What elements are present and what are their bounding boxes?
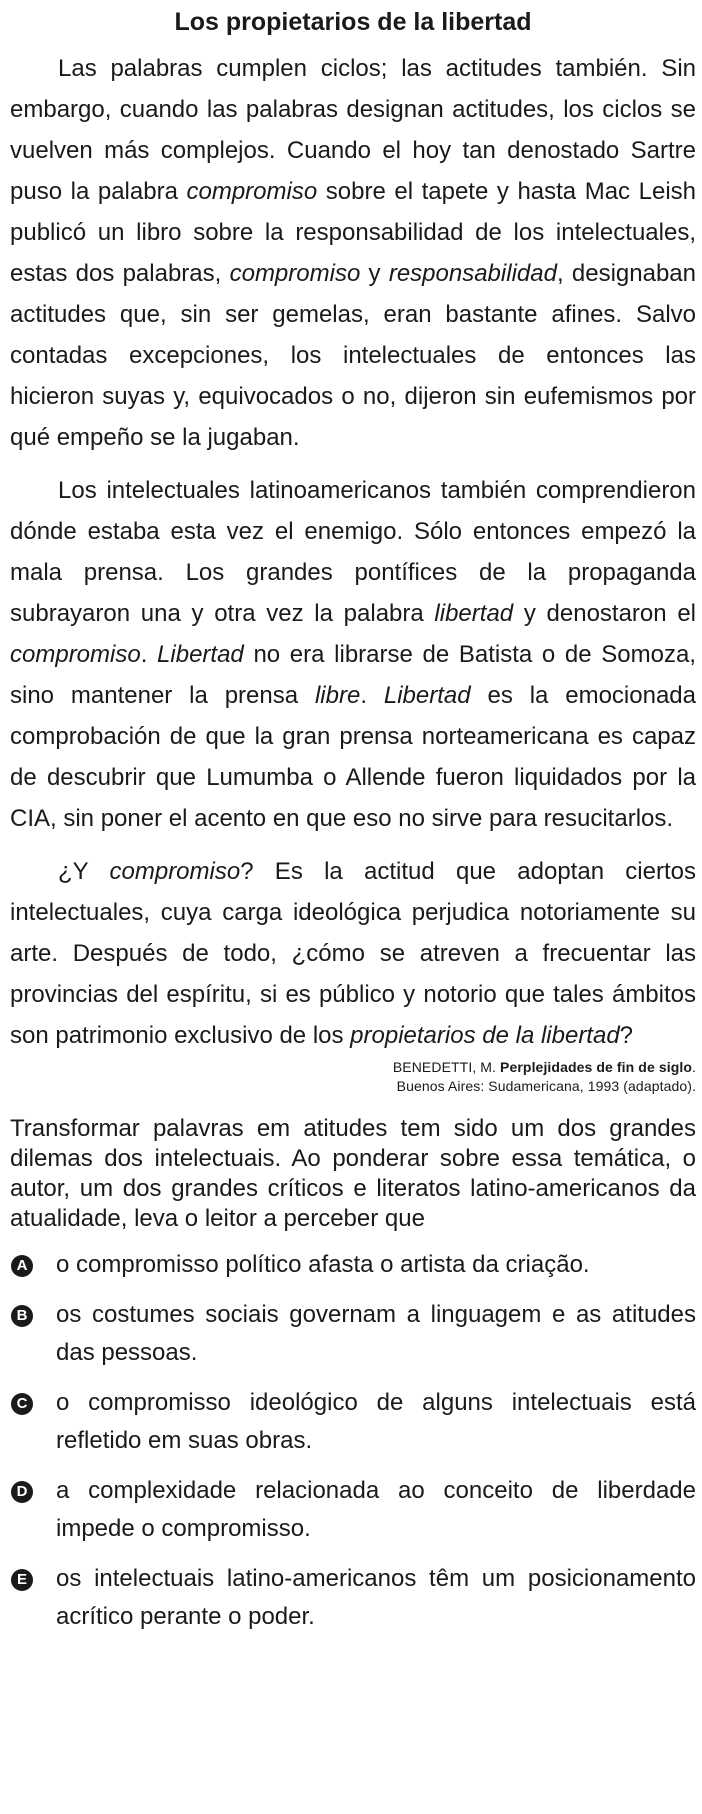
italic-term: compromiso [109, 858, 241, 885]
question-stem: Transformar palavras em atitudes tem sido um dos grandes dilemas dos intelectuais. Ao ponderar sobre essa temática, o autor, um dos grandes críticos e literatos latino-americanos da atualidade, leva o leitor a perceber que [10, 1115, 696, 1232]
answer-options [10, 1246, 696, 1636]
text-run: no era librarse de Batista o de Somoza, sino mantener la prensa [10, 641, 696, 709]
source-line-1: BENEDETTI, M. Perplejidades de fin de siglo. [392, 1059, 696, 1075]
option-c-letter-badge: C [11, 1393, 33, 1415]
option-c-text: o compromisso ideológico de alguns intelectuais está refletido em suas obras. [56, 1389, 696, 1454]
text-run: . [360, 682, 384, 709]
source-book-title: Perplejidades de fin de siglo [500, 1059, 692, 1075]
source-author: BENEDETTI, M. [392, 1059, 497, 1075]
article-paragraph-1 [10, 48, 696, 458]
text-run: Las palabras cumplen ciclos; las actitudes también. Sin embargo, cuando las palabras designan actitudes, los ciclos se vuelven más complejos. Cuando el hoy tan denostado Sartre puso la palabra [10, 55, 696, 205]
source-publisher: Buenos Aires: Sudamericana, 1993 (adaptado). [396, 1078, 696, 1094]
option-b-text: os costumes sociais governam a linguagem e as atitudes das pessoas. [56, 1301, 696, 1366]
option-d-letter-badge: D [11, 1481, 33, 1503]
option-b-letter-badge: B [11, 1305, 33, 1327]
article-title: Los propietarios de la libertad [174, 8, 532, 36]
italic-term: compromiso [229, 260, 361, 287]
italic-term: Libertad [383, 682, 471, 709]
italic-term: propietarios de la libertad [350, 1022, 620, 1049]
text-run: ? [619, 1022, 634, 1049]
option-e-letter-badge: E [11, 1569, 33, 1591]
italic-term: Libertad [157, 641, 244, 668]
option-a-letter-badge: A [11, 1255, 33, 1277]
text-run: . [140, 641, 158, 668]
text-run: ? Es la actitud que adoptan ciertos intelectuales, cuya carga ideológica perjudica notoriamente su arte. Después de todo, ¿cómo se atreven a frecuentar las provincias del espíritu, si es público y notorio que tales ámbitos son patrimonio exclusivo de los [10, 858, 696, 1049]
article-paragraph-2 [10, 470, 696, 839]
option-e[interactable] [10, 1560, 696, 1636]
option-d-text: a complexidade relacionada ao conceito de liberdade impede o compromisso. [56, 1477, 696, 1542]
option-e-text: os intelectuais latino-americanos têm um posicionamento acrítico perante o poder. [56, 1565, 696, 1630]
option-a[interactable] [10, 1246, 696, 1284]
text-run: Los intelectuales latinoamericanos también comprendieron dónde estaba esta vez el enemigo. Sólo entonces empezó la mala prensa. Los grandes pontífices de la propaganda subrayaron una y otra vez la palabra [10, 477, 696, 627]
text-run: es la emocionada comprobación de que la gran prensa norteamericana es capaz de descubrir que Lumumba o Allende fueron liquidados por la CIA, sin poner el acento en que eso no sirve para resucitarlos. [10, 682, 697, 832]
option-d[interactable] [10, 1472, 696, 1548]
text-run: y [360, 260, 389, 287]
italic-term: responsabilidad [388, 260, 557, 287]
text-run: , designaban actitudes que, sin ser gemelas, eran bastante afines. Salvo contadas excepciones, los intelectuales de entonces las hicieron suyas y, equivocados o no, dijeron sin eufemismos por qué empeño se la jugaban. [10, 260, 696, 451]
text-run: sobre el tapete y hasta Mac Leish publicó un libro sobre la responsabilidad de los intelectuales, estas dos palabras, [10, 178, 696, 287]
option-b[interactable] [10, 1296, 696, 1372]
italic-term: libertad [434, 600, 514, 627]
option-a-text: o compromisso político afasta o artista da criação. [56, 1251, 590, 1278]
source-citation [10, 1058, 696, 1096]
text-run: ¿Y [58, 858, 110, 885]
italic-term: compromiso [10, 641, 141, 668]
option-c[interactable] [10, 1384, 696, 1460]
text-run: y denostaron el [513, 600, 696, 627]
italic-term: libre [314, 682, 361, 709]
italic-term: compromiso [186, 178, 318, 205]
page [10, 0, 696, 1636]
article-paragraph-3 [10, 851, 696, 1056]
